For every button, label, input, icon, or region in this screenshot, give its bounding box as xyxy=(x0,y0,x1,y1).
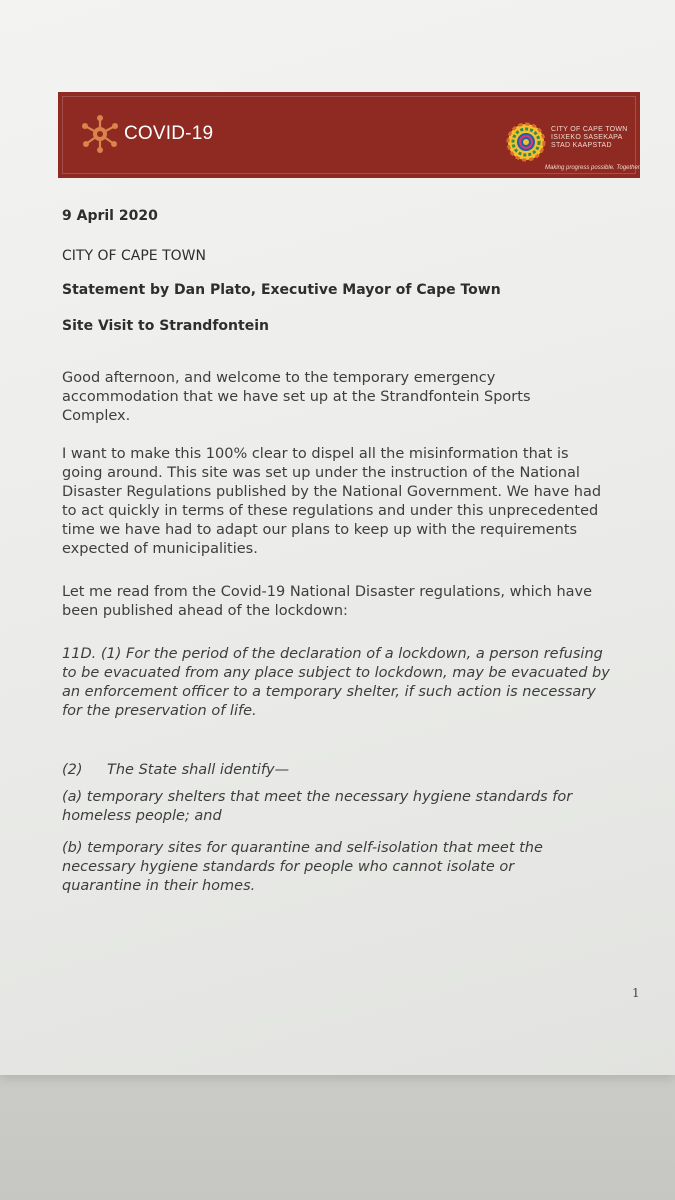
city-name-line: ISIXEKO SASEKAPA xyxy=(551,134,623,141)
clause-b: (b) temporary sites for quarantine and self-isolation that meet the necessary hygiene standards for people who cannot isolate or quarantine in their homes. xyxy=(62,840,543,894)
document-date: 9 April 2020 xyxy=(62,208,158,224)
subject-heading: Site Visit to Strandfontein xyxy=(62,318,269,334)
city-tagline: Making progress possible. Together. xyxy=(545,165,642,171)
clause-a: (a) temporary shelters that meet the necessary hygiene standards for homeless people; and xyxy=(62,789,573,824)
virus-icon xyxy=(80,114,120,154)
statement-heading: Statement by Dan Plato, Executive Mayor of Cape Town xyxy=(62,282,501,298)
regulation-11d: 11D. (1) For the period of the declaration of a lockdown, a person refusing to be evacuated from any place subject to lockdown, may be evacuated by an enforcement officer to a temporary shelter, if such action is necessary for the preservation of life. xyxy=(62,646,610,719)
paragraph: Good afternoon, and welcome to the temporary emergency accommodation that we have set up at the Strandfontein Sports Complex. xyxy=(62,370,531,424)
clause-2-number: (2) xyxy=(62,762,83,778)
city-name-lines xyxy=(551,126,631,150)
banner-title: COVID-19 xyxy=(124,123,214,144)
paragraph: I want to make this 100% clear to dispel all the misinformation that is going around. This site was set up under the instruction of the National Disaster Regulations published by the National Government. We have had to act quickly in terms of these regulations and under this unprecedented time we have had to adapt our plans to keep up with the requirements expected of municipalities. xyxy=(62,446,602,557)
page-number: 1 xyxy=(632,986,640,1000)
paragraph: Let me read from the Covid-19 National Disaster regulations, which have been published ahead of the lockdown: xyxy=(62,584,593,619)
city-name-line: STAD KAAPSTAD xyxy=(551,142,612,149)
organisation-name: CITY OF CAPE TOWN xyxy=(62,248,206,264)
clause-2-text: The State shall identify— xyxy=(107,762,290,778)
city-name-line: CITY OF CAPE TOWN xyxy=(551,126,628,133)
city-of-cape-town-logo-icon xyxy=(506,122,546,162)
